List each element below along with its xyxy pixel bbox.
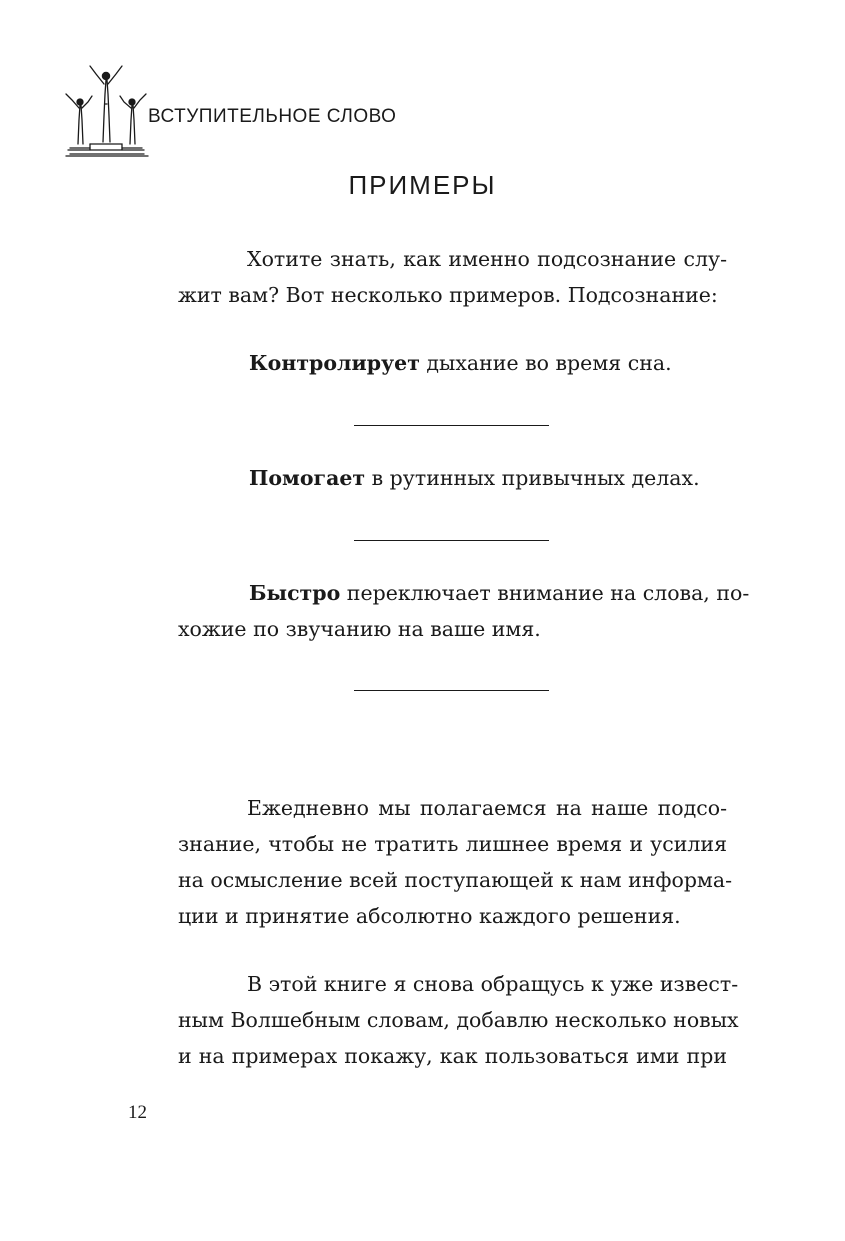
example-bold-term: Помогает xyxy=(249,466,366,490)
example-item xyxy=(178,575,750,647)
divider-rule xyxy=(354,425,549,426)
example-line xyxy=(178,460,727,496)
paragraph-line: знание, чтобы не тратить лишнее время и усилия xyxy=(178,832,727,856)
paragraph-line: и на примерах покажу, как пользоваться ими при xyxy=(178,1044,727,1068)
paragraph-line: ным Волшебным словам, добавлю несколько новых xyxy=(178,1008,739,1032)
divider-rule xyxy=(354,540,549,541)
example-line: хожие по звучанию на ваше имя. xyxy=(178,617,541,641)
running-head: ВСТУПИТЕЛЬНОЕ СЛОВО xyxy=(148,106,397,127)
paragraph-line: Ежедневно мы полагаемся на наше подсо- xyxy=(247,796,727,820)
three-figures-podium-icon xyxy=(60,64,152,160)
example-text: дыхание во время сна. xyxy=(419,351,672,375)
divider-rule xyxy=(354,690,549,691)
section-title: ПРИМЕРЫ xyxy=(348,170,497,200)
paragraph-line: Хотите знать, как именно подсознание слу- xyxy=(247,247,727,271)
example-item xyxy=(178,345,727,381)
example-text: в рутинных привычных делах. xyxy=(365,466,700,490)
example-item xyxy=(178,460,727,496)
example-bold-term: Контролирует xyxy=(249,351,420,375)
paragraph-line: жит вам? Вот несколько примеров. Подсознание: xyxy=(178,283,718,307)
example-line xyxy=(178,345,727,381)
page-number: 12 xyxy=(128,1102,147,1123)
intro-paragraph xyxy=(178,241,727,313)
body-paragraph xyxy=(178,790,733,934)
paragraph-line: В этой книге я снова обращусь к уже извест- xyxy=(247,972,739,996)
example-bold-term: Быстро xyxy=(249,581,341,605)
paragraph-line: на осмысление всей поступающей к нам информа- xyxy=(178,868,733,892)
body-paragraph xyxy=(178,966,739,1074)
paragraph-line: ции и принятие абсолютно каждого решения. xyxy=(178,904,681,928)
page-header xyxy=(60,60,152,160)
example-text: переключает внимание на слова, по- xyxy=(340,581,750,605)
example-line xyxy=(178,575,750,611)
